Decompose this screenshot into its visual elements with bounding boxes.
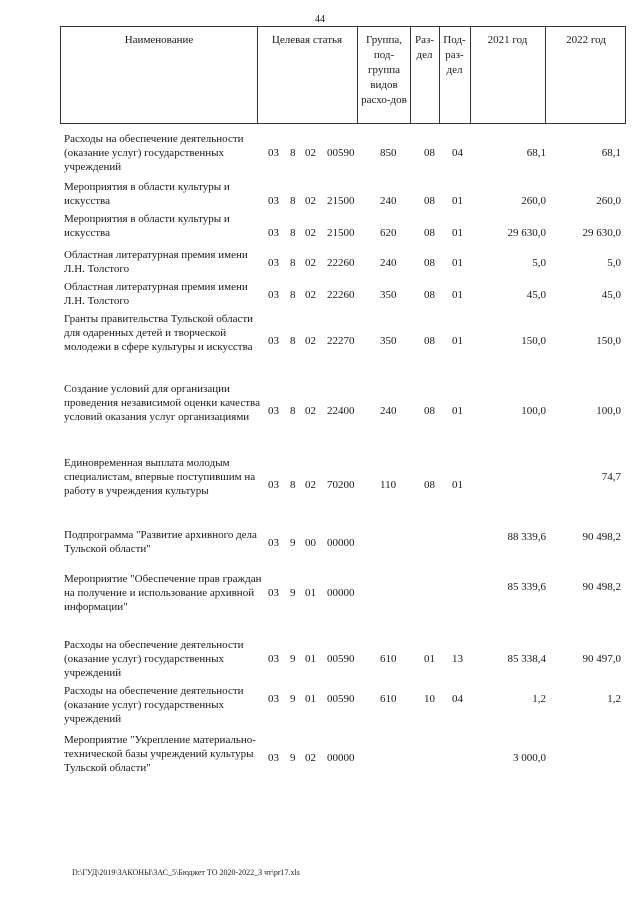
cell-b: 8 <box>290 147 296 159</box>
cell-c: 02 <box>305 752 316 764</box>
cell-a: 03 <box>268 195 279 207</box>
cell-a: 03 <box>268 479 279 491</box>
cell-2022: 74,7 <box>601 471 621 483</box>
cell-2022: 90 498,2 <box>582 581 621 593</box>
cell-c: 02 <box>305 479 316 491</box>
cell-2022: 1,2 <box>607 693 621 705</box>
cell-c: 02 <box>305 195 316 207</box>
cell-2022: 90 497,0 <box>582 653 621 665</box>
cell-grp: 110 <box>380 479 397 491</box>
row-name: Подпрограмма "Развитие архивного дела Тульской области" <box>64 529 257 555</box>
cell-grp: 610 <box>380 653 397 665</box>
header-subsection: Под-раз-дел <box>443 34 466 76</box>
cell-2021: 68,1 <box>526 147 546 159</box>
cell-c: 02 <box>305 147 316 159</box>
cell-sub: 01 <box>452 479 463 491</box>
cell-2021: 260,0 <box>521 195 546 207</box>
cell-c: 01 <box>305 693 316 705</box>
row-name: Мероприятия в области культуры и искусства <box>64 213 230 239</box>
cell-2021: 1,2 <box>532 693 546 705</box>
cell-b: 8 <box>290 227 296 239</box>
page-number: 44 <box>315 14 325 25</box>
cell-2021: 88 339,6 <box>507 531 546 543</box>
cell-b: 8 <box>290 479 296 491</box>
cell-sec: 10 <box>424 693 435 705</box>
cell-2022: 45,0 <box>601 289 621 301</box>
cell-2021: 29 630,0 <box>507 227 546 239</box>
row-name: Мероприятие "Обеспечение прав граждан на получение и использование архивной информации" <box>64 573 262 613</box>
cell-a: 03 <box>268 693 279 705</box>
cell-grp: 850 <box>380 147 397 159</box>
file-path: D:\ГУД\2019\ЗАКОНЫ\ЗАС_5\Бюджет ТО 2020-2022_3 чт\pr17.xls <box>72 868 300 877</box>
cell-d: 00590 <box>327 147 355 159</box>
cell-d: 00000 <box>327 537 355 549</box>
cell-a: 03 <box>268 289 279 301</box>
cell-grp: 620 <box>380 227 397 239</box>
cell-c: 02 <box>305 289 316 301</box>
cell-d: 22270 <box>327 335 355 347</box>
cell-b: 9 <box>290 752 296 764</box>
header-2021: 2021 год <box>487 34 528 46</box>
header-section: Раз-дел <box>414 34 434 61</box>
cell-2022: 29 630,0 <box>582 227 621 239</box>
cell-d: 21500 <box>327 227 355 239</box>
cell-a: 03 <box>268 147 279 159</box>
cell-grp: 350 <box>380 335 397 347</box>
header-target: Целевая статья <box>271 34 343 46</box>
cell-d: 00590 <box>327 693 355 705</box>
cell-c: 01 <box>305 587 316 599</box>
cell-c: 02 <box>305 405 316 417</box>
row-name: Гранты правительства Тульской области для одаренных детей и творческой молодежи в сфере культуры и искусства <box>64 313 254 353</box>
cell-a: 03 <box>268 537 279 549</box>
cell-2021: 5,0 <box>532 257 546 269</box>
cell-2022: 90 498,2 <box>582 531 621 543</box>
row-name: Областная литературная премия имени Л.Н. Толстого <box>64 249 248 275</box>
cell-d: 22400 <box>327 405 355 417</box>
cell-grp: 240 <box>380 195 397 207</box>
cell-b: 9 <box>290 653 296 665</box>
cell-2021: 85 338,4 <box>507 653 546 665</box>
cell-b: 8 <box>290 335 296 347</box>
cell-c: 02 <box>305 335 316 347</box>
cell-sub: 01 <box>452 405 463 417</box>
cell-sub: 01 <box>452 195 463 207</box>
cell-2022: 68,1 <box>601 147 621 159</box>
cell-d: 22260 <box>327 289 355 301</box>
cell-2021: 3 000,0 <box>513 752 546 764</box>
row-name: Мероприятие "Укрепление материально-технической базы учреждений культуры Тульской области" <box>64 734 256 774</box>
cell-b: 8 <box>290 257 296 269</box>
cell-sub: 01 <box>452 335 463 347</box>
cell-d: 00000 <box>327 587 355 599</box>
cell-sub: 13 <box>452 653 463 665</box>
cell-sub: 01 <box>452 227 463 239</box>
cell-sec: 08 <box>424 195 435 207</box>
cell-2021: 45,0 <box>526 289 546 301</box>
cell-2022: 5,0 <box>607 257 621 269</box>
cell-b: 8 <box>290 405 296 417</box>
cell-grp: 350 <box>380 289 397 301</box>
cell-sec: 08 <box>424 227 435 239</box>
table-header <box>60 26 626 124</box>
cell-d: 21500 <box>327 195 355 207</box>
cell-b: 8 <box>290 195 296 207</box>
cell-c: 01 <box>305 653 316 665</box>
cell-a: 03 <box>268 335 279 347</box>
row-name: Расходы на обеспечение деятельности (оказание услуг) государственных учреждений <box>64 133 244 173</box>
cell-sec: 08 <box>424 289 435 301</box>
cell-sub: 04 <box>452 693 463 705</box>
cell-sec: 08 <box>424 405 435 417</box>
cell-a: 03 <box>268 257 279 269</box>
cell-sec: 08 <box>424 335 435 347</box>
row-name: Создание условий для организации проведения независимой оценки качества условий оказания услуг организациями <box>64 383 260 423</box>
cell-b: 9 <box>290 693 296 705</box>
cell-grp: 240 <box>380 405 397 417</box>
cell-a: 03 <box>268 405 279 417</box>
cell-sub: 01 <box>452 257 463 269</box>
cell-c: 02 <box>305 227 316 239</box>
cell-b: 8 <box>290 289 296 301</box>
cell-sec: 08 <box>424 479 435 491</box>
cell-d: 70200 <box>327 479 355 491</box>
cell-a: 03 <box>268 587 279 599</box>
cell-sub: 01 <box>452 289 463 301</box>
cell-2021: 150,0 <box>521 335 546 347</box>
cell-2021: 100,0 <box>521 405 546 417</box>
cell-2022: 150,0 <box>596 335 621 347</box>
cell-grp: 240 <box>380 257 397 269</box>
row-name: Единовременная выплата молодым специалистам, впервые поступившим на работу в учреждения культуры <box>64 457 256 497</box>
cell-b: 9 <box>290 587 296 599</box>
cell-b: 9 <box>290 537 296 549</box>
header-name: Наименование <box>124 34 194 46</box>
cell-2021: 85 339,6 <box>507 581 546 593</box>
cell-sub: 04 <box>452 147 463 159</box>
cell-2022: 260,0 <box>596 195 621 207</box>
cell-d: 22260 <box>327 257 355 269</box>
row-name: Расходы на обеспечение деятельности (оказание услуг) государственных учреждений <box>64 639 244 679</box>
row-name: Мероприятия в области культуры и искусства <box>64 181 230 207</box>
cell-sec: 08 <box>424 257 435 269</box>
cell-2022: 100,0 <box>596 405 621 417</box>
cell-d: 00590 <box>327 653 355 665</box>
cell-grp: 610 <box>380 693 397 705</box>
cell-sec: 08 <box>424 147 435 159</box>
cell-sec: 01 <box>424 653 435 665</box>
row-name: Областная литературная премия имени Л.Н. Толстого <box>64 281 248 307</box>
row-name: Расходы на обеспечение деятельности (оказание услуг) государственных учреждений <box>64 685 244 725</box>
cell-a: 03 <box>268 653 279 665</box>
cell-a: 03 <box>268 752 279 764</box>
cell-d: 00000 <box>327 752 355 764</box>
cell-a: 03 <box>268 227 279 239</box>
cell-c: 02 <box>305 257 316 269</box>
cell-c: 00 <box>305 537 316 549</box>
header-2022: 2022 год <box>566 34 606 46</box>
header-group: Группа, под-группа видов расхо-дов <box>361 34 407 106</box>
